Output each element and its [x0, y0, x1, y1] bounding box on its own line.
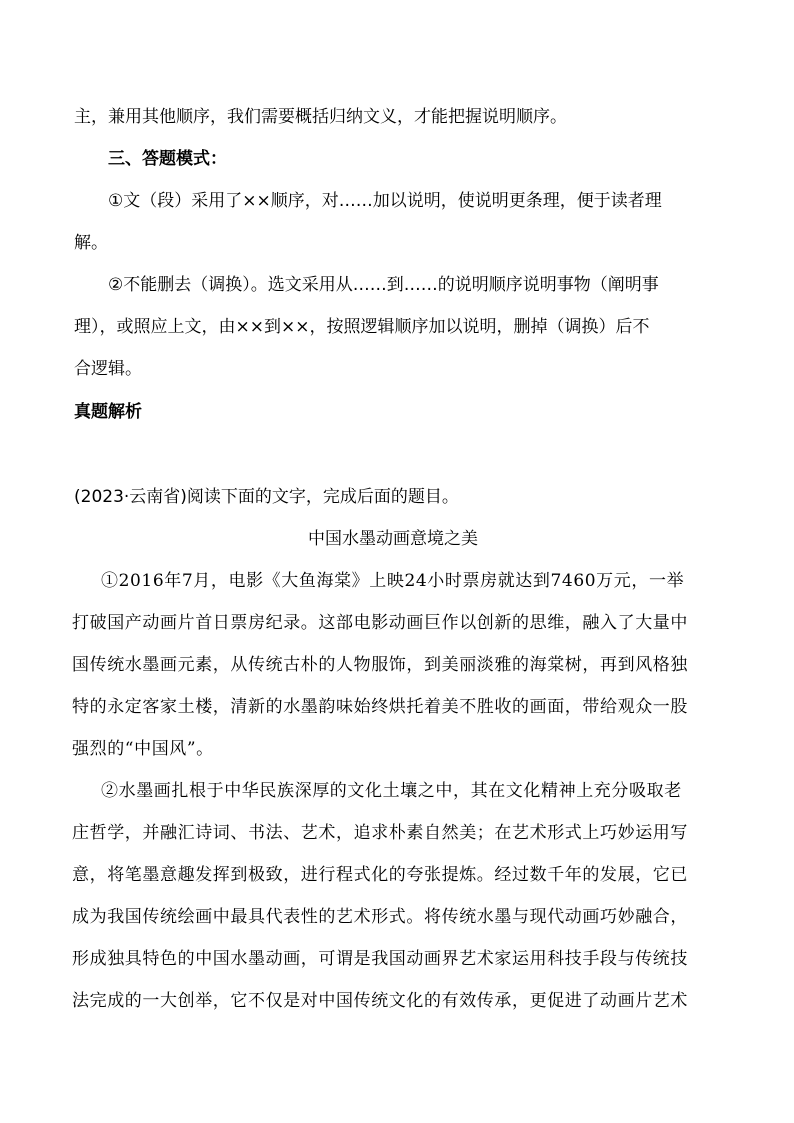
article-title: 中国水墨动画意境之美 — [308, 529, 478, 549]
answer-pattern-item-2-line-3: 合逻辑。 — [74, 359, 142, 379]
answer-pattern-item-2-line-1: ②不能删去（调换）。选文采用从……到……的说明顺序说明事物（阐明事 — [108, 275, 659, 295]
paragraph-2-line: 意，将笔墨意趣发挥到极致，进行程式化的夸张提炼。经过数千年的发展，它已 — [72, 865, 688, 885]
answer-pattern-item-1-line-2: 解。 — [74, 233, 108, 253]
paragraph-1-line: 特的永定客家土楼，清新的水墨韵味始终烘托着美不胜收的画面，带给观众一股 — [72, 697, 688, 717]
paragraph-1-line: 强烈的“中国风”。 — [72, 739, 214, 759]
exam-source-line: (2023·云南省)阅读下面的文字，完成后面的题目。 — [74, 487, 459, 507]
section-heading-answer-pattern: 三、答题模式： — [108, 149, 227, 169]
intro-line: 主，兼用其他顺序，我们需要概括归纳文义，才能把握说明顺序。 — [74, 107, 567, 127]
paragraph-1-line: 打破国产动画片首日票房纪录。这部电影动画巨作以创新的思维，融入了大量中 — [72, 613, 688, 633]
answer-pattern-item-2-line-2: 理），或照应上文，由××到××，按照逻辑顺序加以说明，删掉（调换）后不 — [74, 317, 650, 337]
paragraph-2-line: ②水墨画扎根于中华民族深厚的文化土壤之中，其在文化精神上充分吸取老 — [101, 781, 682, 801]
paragraph-2-line: 成为我国传统绘画中最具代表性的艺术形式。将传统水墨与现代动画巧妙融合， — [72, 907, 688, 927]
paragraph-1-line: ①2016年7月，电影《大鱼海棠》上映24小时票房就达到7460万元，一举 — [101, 571, 685, 591]
section-heading-exam-analysis: 真题解析 — [74, 402, 142, 422]
paragraph-2-line: 法完成的一大创举，它不仅是对中国传统文化的有效传承，更促进了动画片艺术 — [72, 991, 688, 1011]
answer-pattern-item-1-line-1: ①文（段）采用了××顺序，对……加以说明，使说明更条理，便于读者理 — [108, 191, 662, 211]
paragraph-1-line: 国传统水墨画元素，从传统古朴的人物服饰，到美丽淡雅的海棠树，再到风格独 — [72, 655, 688, 675]
paragraph-2-line: 庄哲学，并融汇诗词、书法、艺术，追求朴素自然美；在艺术形式上巧妙运用写 — [72, 823, 688, 843]
paragraph-2-line: 形成独具特色的中国水墨动画，可谓是我国动画界艺术家运用科技手段与传统技 — [72, 949, 688, 969]
